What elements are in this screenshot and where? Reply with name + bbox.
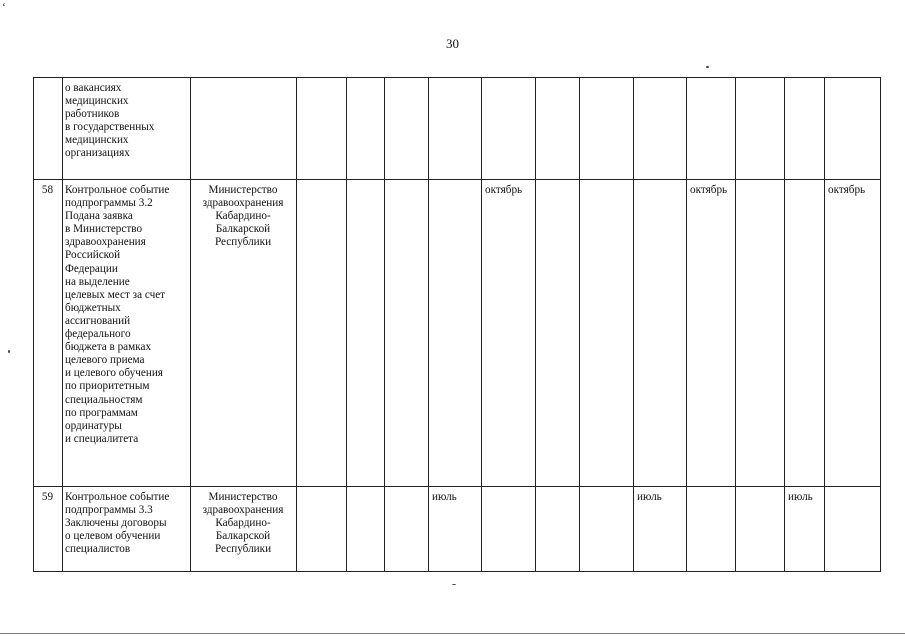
deadline-mark: октябрь (828, 184, 866, 196)
table-column-line (535, 77, 536, 572)
table-column-line (33, 77, 34, 572)
executor-name: Министерство здравоохранения Кабардино- Балкарской Республики (202, 184, 284, 249)
scan-speck (706, 66, 709, 68)
deadline-mark: июль (637, 491, 662, 503)
table-row-line (33, 179, 881, 180)
table-column-line (346, 77, 347, 572)
table-column-line (481, 77, 482, 572)
table-column-line (579, 77, 580, 572)
event-name: Контрольное событие подпрограммы 3.3 Заключены договоры о целевом обучении специалистов (65, 491, 170, 556)
table-column-line (62, 77, 63, 572)
table-column-line (880, 77, 881, 572)
table-column-line (384, 77, 385, 572)
corner-mark: ʻ (2, 0, 6, 14)
row-number: 59 (41, 491, 54, 503)
table-column-line (686, 77, 687, 572)
event-name: о вакансиях медицинских работников в государственных медицинских организациях (65, 82, 155, 160)
row-number: 58 (41, 184, 54, 196)
table-column-line (428, 77, 429, 572)
table-row-line (33, 486, 881, 487)
table-row-line (33, 77, 881, 78)
executor-name: Министерство здравоохранения Кабардино- Балкарской Республики (202, 491, 284, 556)
page-number: 30 (446, 36, 459, 51)
table-column-line (633, 77, 634, 572)
table-column-line (784, 77, 785, 572)
schedule-table (33, 77, 880, 571)
deadline-mark: октябрь (485, 184, 523, 196)
deadline-mark: июль (432, 491, 457, 503)
deadline-mark: октябрь (690, 184, 728, 196)
table-column-line (735, 77, 736, 572)
scan-speck (8, 350, 10, 353)
table-column-line (824, 77, 825, 572)
footer-line (0, 633, 905, 634)
table-row-line (33, 571, 881, 572)
scan-speck (452, 584, 456, 585)
table-column-line (296, 77, 297, 572)
deadline-mark: июль (788, 491, 813, 503)
event-name: Контрольное событие подпрограммы 3.2 Подана заявка в Министерство здравоохранения Российской Федерации на выделение целевых мест за счет бюджетных ассигнований федерального бюджета в рамках целевого приема и целевого обучения по приоритетным специальностям по программам ординатуры и специалитета (65, 184, 170, 445)
